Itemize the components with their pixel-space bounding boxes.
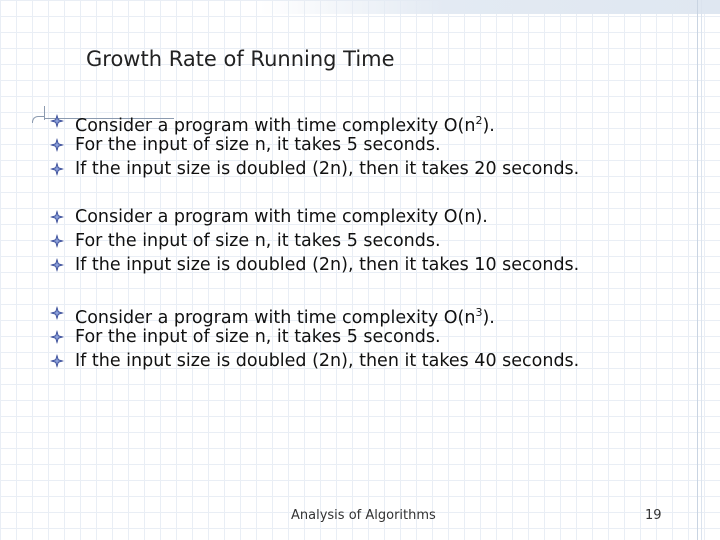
right-decorative-rule-secondary bbox=[701, 0, 702, 540]
diamond-star-icon bbox=[50, 138, 64, 152]
bullet-text: If the input size is doubled (2n), then it takes 40 seconds. bbox=[75, 351, 580, 371]
bullet-text-main: Consider a program with time complexity O(n bbox=[75, 115, 476, 136]
bullet-text: For the input of size n, it takes 5 seconds. bbox=[75, 231, 441, 251]
bullet-text: For the input of size n, it takes 5 seconds. bbox=[75, 327, 441, 347]
bullet-text: If the input size is doubled (2n), then it takes 20 seconds. bbox=[75, 159, 580, 179]
diamond-star-icon bbox=[50, 258, 64, 272]
title-corner-decoration bbox=[32, 116, 45, 123]
diamond-star-icon bbox=[50, 354, 64, 368]
bullet-text: Consider a program with time complexity O(n). bbox=[75, 207, 488, 227]
diamond-star-icon bbox=[50, 114, 64, 128]
footer-caption: Analysis of Algorithms bbox=[291, 508, 436, 523]
bullet-text-end: ). bbox=[482, 115, 495, 136]
top-decorative-band bbox=[260, 0, 720, 14]
diamond-star-icon bbox=[50, 330, 64, 344]
bullet-text-end: ). bbox=[482, 307, 495, 328]
slide-title: Growth Rate of Running Time bbox=[86, 47, 395, 71]
exponent: 3 bbox=[475, 306, 483, 319]
diamond-star-icon bbox=[50, 234, 64, 248]
diamond-star-icon bbox=[50, 162, 64, 176]
bullet-text: For the input of size n, it takes 5 seconds. bbox=[75, 135, 441, 155]
right-decorative-rule bbox=[697, 0, 698, 540]
exponent: 2 bbox=[475, 114, 483, 127]
diamond-star-icon bbox=[50, 306, 64, 320]
page-number: 19 bbox=[645, 508, 662, 523]
diamond-star-icon bbox=[50, 210, 64, 224]
bullet-text: If the input size is doubled (2n), then it takes 10 seconds. bbox=[75, 255, 580, 275]
bullet-text-main: Consider a program with time complexity O(n bbox=[75, 307, 476, 328]
